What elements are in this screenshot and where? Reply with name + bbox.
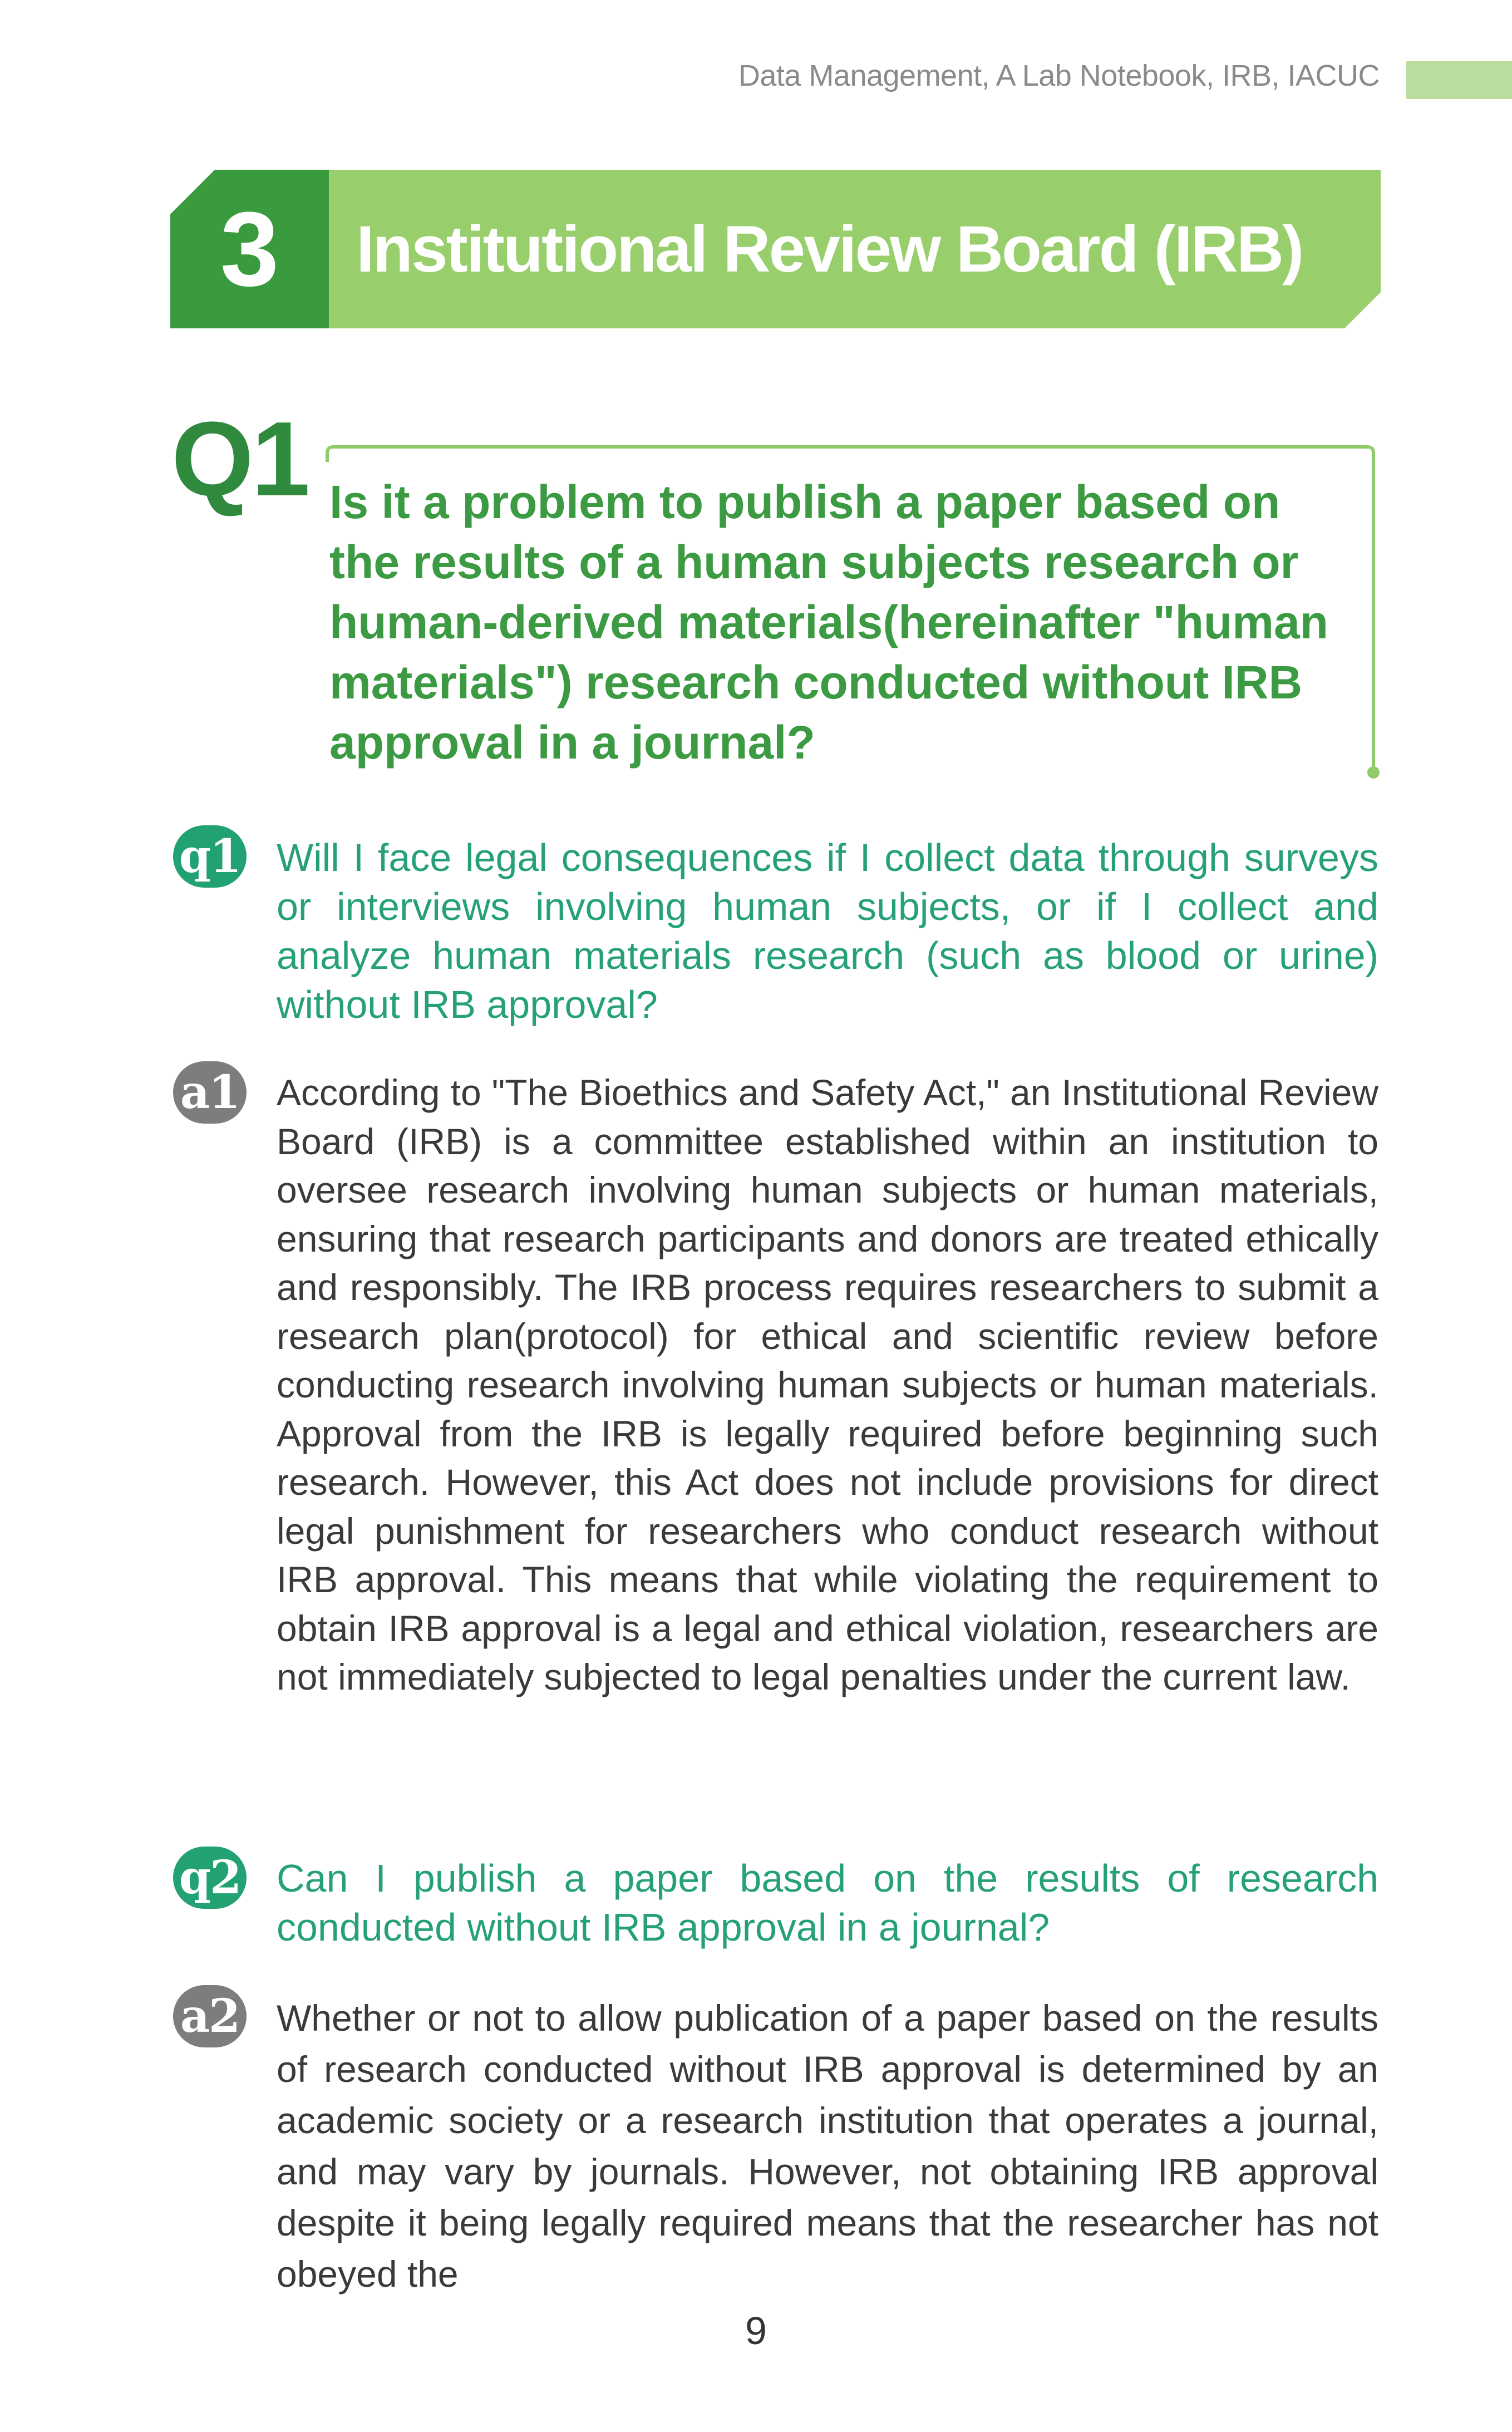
q1-badge: q1 [173, 825, 247, 888]
answer-2-text: Whether or not to allow publication of a paper based on the results of research conducted without IRB approval is determined by an academic society or a research institution that operates a journal, and may vary by journals. However, not obtaining IRB approval despite it being legally required means that the researcher has not obeyed the [277, 1997, 1378, 2295]
chapter-number: 3 [220, 190, 279, 308]
subquestion-1-text: Will I face legal consequences if I collect data through surveys or interviews involving human subjects, or if I collect and analyze human materials research (such as blood or urine) without IRB approval? [277, 836, 1378, 1026]
main-question-label: Q1 [171, 400, 308, 518]
chapter-title: Institutional Review Board (IRB) [356, 212, 1303, 286]
answer-1-text: According to "The Bioethics and Safety Act," an Institutional Review Board (IRB) is a committee established within an institution to oversee research involving human subjects or human materials, ensuring that research participants and donors are treated ethically and responsibly. The IRB process requires researchers to submit a research plan(protocol) for ethical and scientific review before conducting research involving human subjects or human materials. Approval from the IRB is legally required before beginning such research. However, this Act does not include provisions for direct legal punishment for researchers who conduct research without IRB approval. This means that while violating the requirement to obtain IRB approval is a legal and ethical violation, researchers are not immediately subjected to legal penalties under the current law. [277, 1072, 1378, 1697]
q2-badge: q2 [173, 1847, 247, 1909]
page-number: 9 [745, 2309, 767, 2352]
header-color-tab [1406, 61, 1512, 99]
a1-badge: a1 [173, 1061, 247, 1124]
a2-badge: a2 [173, 1985, 247, 2047]
main-question-text: Is it a problem to publish a paper based on the results of a human subjects research or human-derived materials(hereinafter "human materials") research conducted without IRB approval in a journal? [329, 476, 1328, 769]
running-header: Data Management, A Lab Notebook, IRB, IACUC [738, 59, 1380, 92]
subquestion-2-text: Can I publish a paper based on the results of research conducted without IRB approval in a journal? [277, 1857, 1378, 1949]
